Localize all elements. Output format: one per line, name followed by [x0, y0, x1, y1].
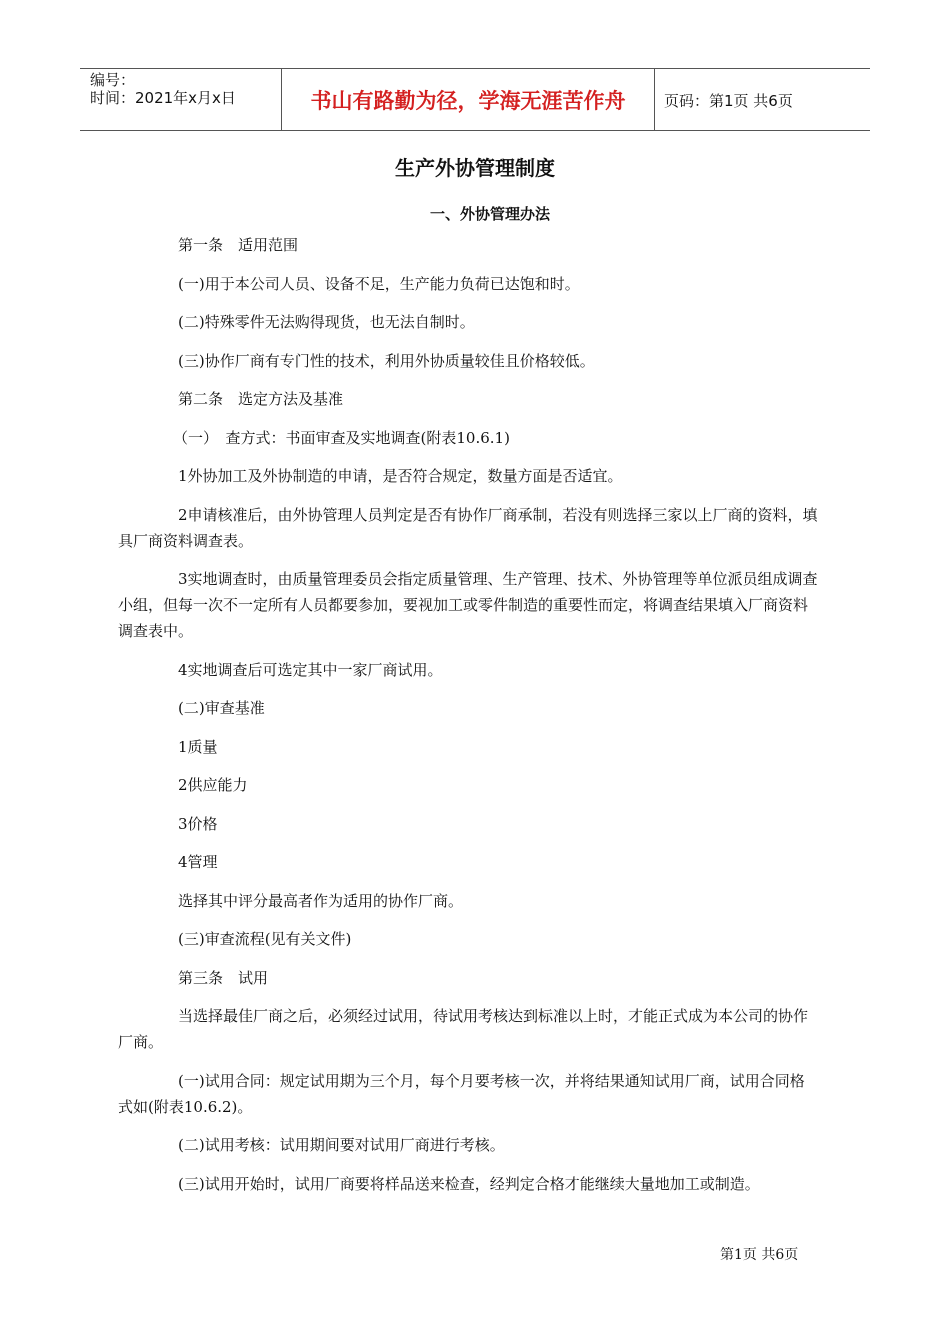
paragraph: (三)试用开始时，试用厂商要将样品送来检查，经判定合格才能继续大量地加工或制造。 [178, 1174, 760, 1193]
paragraph: (二)审查基准 [178, 699, 265, 717]
header-number-label: 编号： [90, 71, 136, 89]
paragraph: 4实地调查后可选定其中一家厂商试用。 [178, 660, 443, 679]
paragraph: (一)试用合同：规定试用期为三个月，每个月要考核一次，并将结果通知试用厂商，试用合同格式如(附表10.6.2)。 [118, 1071, 805, 1116]
header-meta [90, 71, 280, 107]
paragraph: 4管理 [178, 853, 218, 871]
paragraph: （一） 查方式：书面审查及实地调查(附表10.6.1) [173, 428, 510, 447]
paragraph: (三)审查流程(见有关文件) [178, 930, 352, 948]
paragraph: (二)试用考核：试用期间要对试用厂商进行考核。 [178, 1136, 505, 1154]
paragraph: 3价格 [178, 814, 218, 833]
paragraph: 1外协加工及外协制造的申请，是否符合规定，数量方面是否适宜。 [178, 467, 623, 485]
paragraph: 2供应能力 [178, 776, 248, 794]
paragraph: 第三条 试用 [178, 968, 269, 987]
document-title: 生产外协管理制度 [395, 156, 555, 180]
paragraph: 2申请核准后，由外协管理人员判定是否有协作厂商承制，若没有则选择三家以上厂商的资料，填具厂商资料调查表。 [118, 505, 818, 550]
paragraph: (一)用于本公司人员、设备不足，生产能力负荷已达饱和时。 [178, 274, 580, 293]
paragraph: 第一条 适用范围 [178, 236, 299, 254]
page-header [80, 68, 870, 131]
header-time-label: 时间：2021年x月x日 [90, 89, 236, 107]
paragraph: 3实地调查时，由质量管理委员会指定质量管理、生产管理、技术、外协管理等单位派员组成调查小组，但每一次不一定所有人员都要参加，要视加工或零件制造的重要性而定，将调查结果填入厂商资料调查表中。 [118, 570, 818, 640]
paragraph: 1质量 [178, 737, 218, 756]
header-motto: 书山有路勤为径，学海无涯苦作舟 [281, 69, 655, 130]
paragraph: (三)协作厂商有专门性的技术，利用外协质量较佳且价格较低。 [178, 351, 595, 370]
document-body [118, 232, 818, 1209]
section-title: 一、外协管理办法 [429, 205, 550, 223]
page-footer: 第1页 共6页 [720, 1247, 799, 1263]
header-page-label: 页码：第1页 共6页 [664, 92, 793, 110]
paragraph: 第二条 选定方法及基准 [178, 390, 344, 408]
paragraph: 选择其中评分最高者作为适用的协作厂商。 [178, 891, 464, 910]
paragraph: (二)特殊零件无法购得现货，也无法自制时。 [178, 313, 475, 331]
paragraph: 当选择最佳厂商之后，必须经过试用，待试用考核达到标准以上时，才能正式成为本公司的协作厂商。 [118, 1007, 809, 1051]
